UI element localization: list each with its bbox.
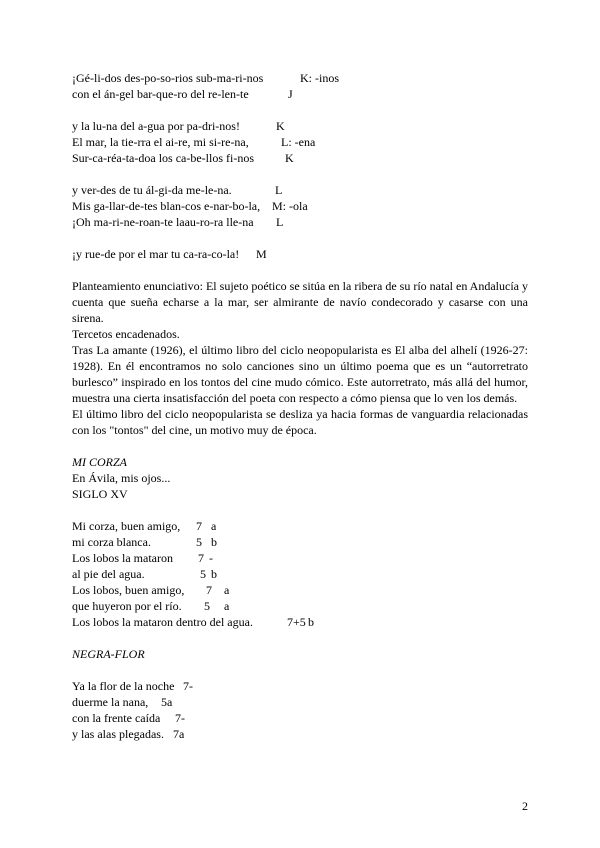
verse-text: y ver-des de tu ál-gi-da me-le-na. <box>72 183 232 197</box>
poem-line-text: con la frente caída <box>72 711 161 725</box>
meter-note: 7- <box>175 711 185 725</box>
poem-line <box>72 614 528 630</box>
syllable-count: 5 <box>200 567 206 581</box>
poem-line-text: y las alas plegadas. <box>72 727 164 741</box>
rhyme-note: L <box>276 215 284 229</box>
verse-line <box>72 70 528 86</box>
poem-line <box>72 566 528 582</box>
verse-text: El mar, la tie-rra el ai-re, mi si-re-na, <box>72 135 249 149</box>
verse-line <box>72 182 528 198</box>
poem-line <box>72 518 528 534</box>
page-number: 2 <box>522 799 528 813</box>
rhyme-note: K: -inos <box>300 71 339 85</box>
verse-line <box>72 214 528 230</box>
poem-subtitle: En Ávila, mis ojos... <box>72 471 171 485</box>
syllable-count: 7 <box>196 519 202 533</box>
rhyme-letter: a <box>224 599 230 613</box>
verse-line <box>72 246 528 262</box>
meter-note: 7a <box>173 727 185 741</box>
commentary-paragraph: El último libro del ciclo neopopularista se desliza ya hacia formas de vanguardia relacionadas con los "tontos" del cine, un motivo muy de época. <box>72 407 528 437</box>
syllable-count: 7+5 <box>287 615 306 629</box>
verse-line <box>72 150 528 166</box>
poem-line <box>72 550 528 566</box>
poem-line-text: al pie del agua. <box>72 567 145 581</box>
poem-line-text: Los lobos la mataron <box>72 551 173 565</box>
poem-line <box>72 726 528 742</box>
meter-note: 5a <box>161 695 173 709</box>
commentary-paragraph: Tercetos encadenados. <box>72 327 180 341</box>
rhyme-note: L: -ena <box>281 135 316 149</box>
verse-text: con el án-gel bar-que-ro del re-len-te <box>72 87 249 101</box>
verse-line <box>72 86 528 102</box>
commentary-paragraph: Planteamiento enunciativo: El sujeto poético se sitúa en la ribera de su río natal en Andalucía y cuenta que sueña echarse a la mar, ser almirante de navío condecorado y casarse con una sirena. <box>72 279 528 325</box>
verse-line <box>72 118 528 134</box>
verse-text: Mis ga-llar-de-tes blan-cos e-nar-bo-la, <box>72 199 261 213</box>
commentary <box>72 278 528 438</box>
poem-period: SIGLO XV <box>72 487 128 501</box>
syllable-count: 7 <box>198 551 204 565</box>
poem-mi-corza <box>72 454 528 630</box>
rhyme-letter: - <box>209 551 213 565</box>
rhyme-note: J <box>288 87 293 101</box>
rhyme-letter: a <box>211 519 217 533</box>
poem-line <box>72 582 528 598</box>
poem-line-text: que huyeron por el río. <box>72 599 182 613</box>
verse-text: Sur-ca-réa-ta-doa los ca-be-llos fi-nos <box>72 151 255 165</box>
rhyme-note: L <box>275 183 283 197</box>
verse-text: y la lu-na del a-gua por pa-dri-nos! <box>72 119 240 133</box>
page-content <box>72 70 528 742</box>
poem-line-text: Los lobos, buen amigo, <box>72 583 185 597</box>
poem-line-text: Mi corza, buen amigo, <box>72 519 181 533</box>
syllable-count: 5 <box>204 599 210 613</box>
poem-line <box>72 598 528 614</box>
syllable-count: 7 <box>206 583 212 597</box>
poem-line-text: Ya la flor de la noche <box>72 679 175 693</box>
poem-title: NEGRA-FLOR <box>72 647 145 661</box>
verse-line <box>72 198 528 214</box>
poem-line-text: mi corza blanca. <box>72 535 151 549</box>
meter-note: 7- <box>183 679 193 693</box>
rhyme-note: M <box>256 247 267 261</box>
verse-text: ¡y rue-de por el mar tu ca-ra-co-la! <box>72 247 240 261</box>
poem-line-text: Los lobos la mataron dentro del agua. <box>72 615 253 629</box>
poem-line <box>72 710 528 726</box>
rhyme-letter: a <box>224 583 230 597</box>
stanza-1 <box>72 70 528 102</box>
rhyme-letter: b <box>211 567 217 581</box>
stanza-4 <box>72 246 528 262</box>
stanza-3 <box>72 182 528 230</box>
commentary-paragraph: Tras La amante (1926), el último libro del ciclo neopopularista es El alba del alhelí (1926-27: 1928). En él encontramos no solo canciones sino un último poema que es un “autorretrato burlesco” inspirado en los tontos del cine mudo cómico. Este autorretrato, más allá del humor, muestra una cierta insatisfacción del poeta con respecto a cómo piensa que lo ven los demás. <box>72 343 528 405</box>
poem-line <box>72 678 528 694</box>
poem-title: MI CORZA <box>72 455 127 469</box>
verse-text: ¡Gé-li-dos des-po-so-rios sub-ma-ri-nos <box>72 71 264 85</box>
verse-text: ¡Oh ma-ri-ne-roan-te laau-ro-ra lle-na <box>72 215 254 229</box>
verse-line <box>72 134 528 150</box>
rhyme-note: K <box>285 151 294 165</box>
rhyme-letter: b <box>308 615 314 629</box>
poem-line-text: duerme la nana, <box>72 695 149 709</box>
poem-line <box>72 694 528 710</box>
poem-line <box>72 534 528 550</box>
rhyme-letter: b <box>211 535 217 549</box>
syllable-count: 5 <box>196 535 202 549</box>
rhyme-note: M: -ola <box>272 199 308 213</box>
rhyme-note: K <box>276 119 285 133</box>
poem-negra-flor <box>72 646 528 742</box>
stanza-2 <box>72 118 528 166</box>
